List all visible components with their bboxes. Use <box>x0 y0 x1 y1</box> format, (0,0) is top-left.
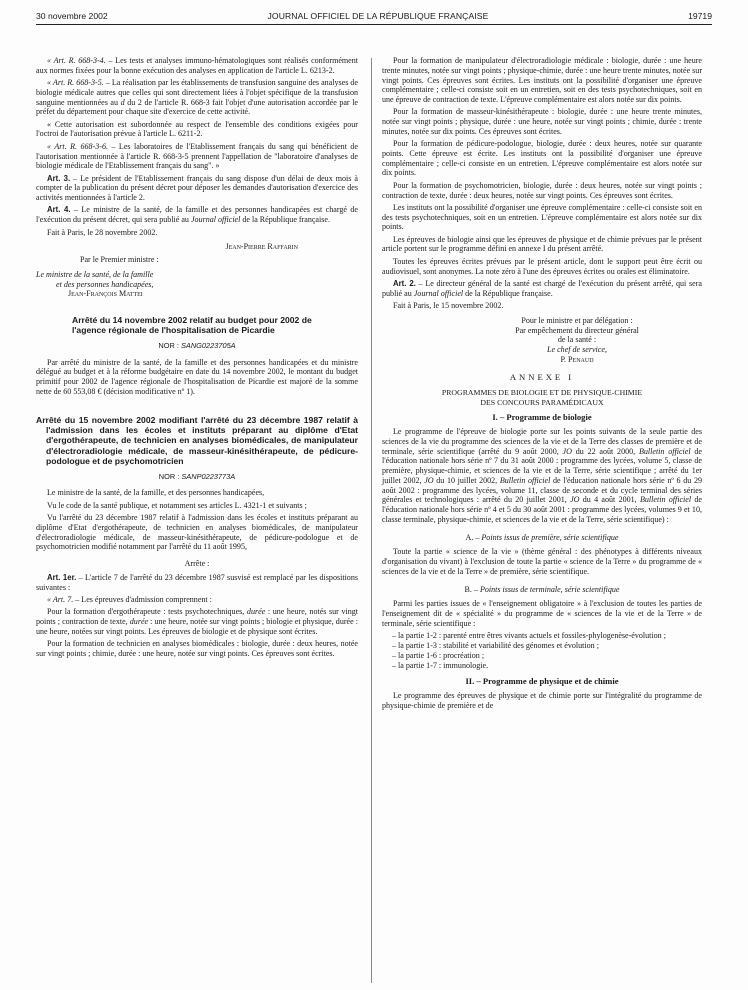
paragraph-text: – Le ministre de la santé, de la famille et des personnes handicapées est chargé de l'exécution du présent décret, qui sera publié au <box>36 205 358 225</box>
signature-line: Le chef de service, <box>547 345 607 354</box>
italic-letter: d <box>120 97 125 107</box>
fait-line: Fait à Paris, le 28 novembre 2002. <box>47 227 158 237</box>
nor-reference <box>36 472 358 482</box>
paragraph <box>36 607 358 636</box>
paragraph: Pour la formation de manipulateur d'électroradiologie médicale : biologie, durée : une heure trente minutes, notée sur vingt points ; physique-chimie, durée : une heure trente minutes, notée sur vingt points. Ces épreuves sont écrites. Les instituts ont la possibilité d'organiser une épreuve complémentaire ; celle-ci consiste soit en un entretien, soit en des tests psychotechniques, soit en une épreuve de contraction de texte. L'épreuve complémentaire est alors notée sur dix points. <box>382 56 703 104</box>
paragraph-text: de l'éducation nationale hors série nº 4 et 5 du 30 août 2001 : programme des lycées, volumes 9 et 10, classe terminale, physique-chimie, et sciences de la vie et de la Terre, série scientifique) : <box>382 495 702 524</box>
jo-ref: JO <box>570 495 580 505</box>
paragraph-text: – Les épreuves d'admission comprennent : <box>73 594 212 604</box>
annexe-subtitle-line: DES CONCOURS PARAMÉDICAUX <box>480 397 604 407</box>
paragraph-text: du 22 août 2000, <box>571 446 639 456</box>
paragraph: Pour la formation de psychomotricien, biologie, durée : deux heures, notée sur vingt points ; contraction de texte, durée : deux heures, notée sur vingt points. Ces épreuves sont écrites. <box>382 180 702 200</box>
header-title: JOURNAL OFFICIEL DE LA RÉPUBLIQUE FRANÇAISE <box>267 11 489 21</box>
nor-reference <box>36 341 358 351</box>
subsection-heading <box>382 533 702 543</box>
section-heading: II. – Programme de physique et de chimie <box>465 676 619 687</box>
article-label: Art. 3. <box>47 173 71 183</box>
paragraph-text: – Les tests et analyses immuno-hématologiques sont réalisés conformément aux normes fixées pour la bonne exécution des analyses en application de l'article L. 6213-2. <box>36 56 359 75</box>
jo-ref: JO <box>424 475 434 485</box>
subsection-number: B. – <box>464 584 480 594</box>
article-1 <box>36 573 358 593</box>
left-column <box>36 56 358 661</box>
subsection-title: Points issus de première, série scientifique <box>481 532 619 542</box>
journal-ref: Journal officiel <box>413 288 464 298</box>
nor-label: NOR : <box>158 471 182 481</box>
paragraph: Le ministre de la santé, de la famille, et des personnes handicapées, <box>47 488 265 498</box>
arrete-title: Arrêté du 14 novembre 2002 relatif au budget pour 2002 de l'agence régionale de l'hospitalisation de Picardie <box>72 315 312 336</box>
paragraph: Pour la formation de masseur-kinésithérapeute : biologie, durée : une heure trente minutes, notée sur vingt points ; physique, durée : une heure, notée sur vingt points ; chimie, durée : trente minutes, notée sur dix points. Ces épreuves sont écrites. <box>382 107 702 136</box>
paragraph <box>382 427 702 525</box>
paragraph: Toutes les épreuves écrites prévues par le présent article, dont le support peut être écrit ou audiovisuel, sont anonymes. La note zéro à l'une des épreuves écrites ou orales est éliminatoire. <box>382 256 702 276</box>
annexe-subtitle-line: PROGRAMMES DE BIOLOGIE ET DE PHYSIQUE-CHIMIE <box>441 388 643 398</box>
annexe-subtitle <box>382 388 702 407</box>
minister-block <box>36 270 358 299</box>
signature: P. Penaud <box>560 354 594 364</box>
bo-ref: Bulletin officiel <box>638 446 691 456</box>
list-item: – la partie 1-7 : immunologie. <box>392 660 489 670</box>
paragraph-text: Pour la formation d'ergothérapeute : tests psychotechniques, <box>47 607 247 617</box>
par-premier-ministre: Par le Premier ministre : <box>80 255 159 265</box>
article-label: Art. 2. <box>393 278 416 288</box>
article-2 <box>382 279 702 299</box>
right-column <box>382 56 702 713</box>
article-ref: « Art. R. 668-3-4. <box>47 56 106 65</box>
paragraph <box>36 78 358 117</box>
list-item: – la partie 1-3 : stabilité et variabilité des génomes et évolution ; <box>392 641 599 651</box>
paragraph: Vu le code de la santé publique, et notamment ses articles L. 4321-1 et suivants ; <box>47 500 307 510</box>
paragraph: Les instituts ont la possibilité d'organiser une épreuve complémentaire : celle-ci consiste soit en des tests psychotechniques, soit en un entretien. L'épreuve complémentaire est alors notée sur dix points. <box>382 202 702 232</box>
fait-line: Fait à Paris, le 15 novembre 2002. <box>393 301 504 310</box>
article-ref: « Art. 7. <box>47 594 74 604</box>
paragraph: Vu l'arrêté du 23 décembre 1987 relatif à l'admission dans les écoles et instituts préparant au diplôme d'Etat d'ergothérapeute, de technicien en analyses biomédicales, de manipulateur d'électroradiologie médicale, de masseur-kinésithérapeute, de pédicure-podologue et de psychomotricien modifié notamment par l'arrêté du 11 août 1995, <box>36 513 358 552</box>
arrete-word: Arrête : <box>184 559 210 569</box>
nor-label: NOR : <box>158 340 181 350</box>
paragraph-text: – Le directeur général de la santé est chargé de l'exécution du présent arrêté, qui sera publié au <box>382 278 702 298</box>
signature-line: Par empêchement du directeur général <box>515 325 639 335</box>
paragraph-text: Le programme de l'épreuve de biologie porte sur les points suivants de la seule partie des sciences de la vie du programme des sciences de la vie et de la Terre des classes de première et de terminale, série scientifique (arrêté du 9 août 2000, <box>382 427 702 456</box>
section-heading: I. – Programme de biologie <box>492 412 592 423</box>
minister-title-line: et des personnes handicapées, <box>56 279 154 289</box>
page-number: 19719 <box>688 11 712 21</box>
header-date: 30 novembre 2002 <box>36 11 108 21</box>
article-3 <box>36 174 358 203</box>
nor-code: SANG0223705A <box>180 340 236 350</box>
paragraph-text: : une heure, notés sur vingt points ; contraction de texte, <box>36 607 359 627</box>
paragraph-text: : une heure, notée sur vingt points ; biologie et physique, <box>148 617 336 627</box>
paragraph <box>36 595 358 605</box>
paragraph-text: de l'éducation nationale hors série nº 6 du 29 août 2002 : programme des lycées, volume 11, classe de seconde et du cycle terminal des séries générales et technologiques : arrêté du 20 juillet 2001, <box>382 475 702 505</box>
paragraph-text: de l'éducation nationale hors série nº 7 du 31 août 2000 : programme des lycées, volume 5, classe de première, physique-chimie, et sciences de la vie et de la Terre, série scientifique ; arrêté du 1er juillet 2002, <box>382 446 702 485</box>
subsection-title: Points issus de terminale, série scientifique <box>479 584 620 594</box>
list-item: – la partie 1-2 : parenté entre êtres vivants actuels et fossiles-phylogenèse-évolution ; <box>392 631 666 641</box>
paragraph: Parmi les parties issues de « l'enseignement obligatoire » à l'exclusion de toutes les parties de l'enseignement dit de « spécialité » du programme de « sciences de la vie et de la Terre » de terminale, série scientifique : <box>382 599 702 628</box>
paragraph: Toute la partie « science de la vie » (thème général : des phénotypes à différents niveaux d'organisation du vivant) à l'exclusion de toute la partie « science de la Terre » du programme de « sciences de la vie et de la Terre » de première, série scientifique. <box>382 547 702 576</box>
arrete-title: Arrêté du 15 novembre 2002 modifiant l'arrêté du 23 décembre 1987 relatif à l'admission dans les écoles et instituts préparant au diplôme d'Etat d'ergothérapeute, de technicien en analyses biomédicales, de manipulateur d'électroradiologie médicale, de masseur-kinésithérapeute, de pédicure-podologue et de psychomotricien <box>36 414 358 467</box>
subsection-number: A. – <box>465 532 482 542</box>
article-ref: « Art. R. 668-3-5. <box>47 78 104 88</box>
paragraph: Le programme des épreuves de physique et de chimie porte sur l'intégralité du programme de physique-chimie de première et de <box>382 691 702 710</box>
jo-ref: JO <box>562 446 572 456</box>
subsection-heading <box>382 585 702 595</box>
paragraph <box>36 142 358 171</box>
paragraph-text: de la République française. <box>463 288 553 298</box>
italic-word: durée <box>246 607 266 617</box>
paragraph: Par arrêté du ministre de la santé, de la famille et des personnes handicapées et du ministre délégué au budget et à la réforme budgétaire en date du 14 novembre 2002, le montant du budget primitif pour 2002 de l'agence régionale de l'hospitalisation de Picardie est majoré de la somme nette de 60 553,08 € (décision modificative nº 1). <box>36 357 358 396</box>
column-divider <box>371 58 372 983</box>
paragraph-text: – L'article 7 de l'arrêté du 23 décembre 1987 susvisé est remplacé par les dispositions suivantes : <box>36 572 358 592</box>
list-item: – la partie 1-6 : procréation ; <box>392 650 485 660</box>
italic-word: durée <box>129 617 149 627</box>
annexe-title: ANNEXE I <box>509 371 575 382</box>
signature: Jean-Pierre Raffarin <box>225 242 298 252</box>
paragraph-text: – Les laboratoires de l'Etablissement français du sang qui bénéficient de l'autorisation mentionnée à l'article R. 668-3-5 prennent l'appellation de "laboratoire d'analyses de biologie médicale de l'Etablissement français du sang". » <box>36 141 359 171</box>
paragraph: Pour la formation de pédicure-podologue, biologie, durée : deux heures, notée sur quarante points. Cette épreuve est écrite. Les instituts ont la possibilité d'organiser une épreuve complémentaire ; celle-ci consiste en un entretien. L'épreuve complémentaire est alors notée sur dix points. <box>382 139 702 178</box>
word: durée <box>335 617 354 627</box>
journal-ref: Journal officiel <box>190 215 241 225</box>
paragraph-text: de la République française. <box>240 215 330 225</box>
bo-ref: Bulletin officiel <box>639 495 692 505</box>
paragraph-text: – Le président de l'Etablissement français du sang dispose d'un délai de deux mois à compter de la publication du présent décret pour déposer les demandes d'autorisation d'exercice des activités mentionnées à l'article 2. <box>36 173 358 203</box>
signature-line: de la santé : <box>557 335 597 345</box>
paragraph: « Cette autorisation est subordonnée au respect de l'ensemble des conditions exigées pour l'octroi de l'autorisation prévue à l'article L. 6211-2. <box>36 119 358 139</box>
signature-block <box>492 316 662 365</box>
paragraph <box>36 56 358 76</box>
header-rule <box>36 24 712 25</box>
paragraph-text: : une heure, notées sur vingt points. Les épreuves de biologie et de physique sont écrites. <box>36 617 358 636</box>
page-header <box>36 11 720 25</box>
paragraph: Pour la formation de technicien en analyses biomédicales : biologie, durée : deux heures, notée sur vingt points ; chimie, durée : une heure, notée sur vingt points. Ces épreuves sont écrites. <box>36 639 358 658</box>
bo-ref: Bulletin officiel <box>499 475 551 485</box>
paragraph-text: du 10 juillet 2002, <box>433 475 500 485</box>
article-4 <box>36 205 358 225</box>
nor-code: SANP0223773A <box>181 471 236 481</box>
signature: Jean-François Mattei <box>68 289 143 299</box>
paragraph-text: – La réalisation par les établissements de transfusion sanguine des analyses de biologie médicale autres que celles qui sont directement liées à l'objet spécifique de la transfusion sanguine mentionnées au <box>36 78 358 107</box>
minister-title-line: Le ministre de la santé, de la famille <box>36 269 154 279</box>
article-ref: « Art. R. 668-3-6. <box>47 141 108 151</box>
paragraph: Les épreuves de biologie ainsi que les épreuves de physique et de chimie prévues par le présent article portent sur le programme défini en annexe I du présent arrêté. <box>382 234 702 254</box>
paragraph-text: du 2 de l'article R. 668-3 fait l'objet d'une autorisation accordée par le préfet du département pour chaque site d'exercice de cette activité. <box>36 97 358 117</box>
article-label: Art. 4. <box>47 205 71 215</box>
paragraph-text: du 4 août 2001, <box>579 495 640 505</box>
signature-line: Pour le ministre et par délégation : <box>521 315 633 325</box>
article-label: Art. 1er. <box>47 572 77 582</box>
